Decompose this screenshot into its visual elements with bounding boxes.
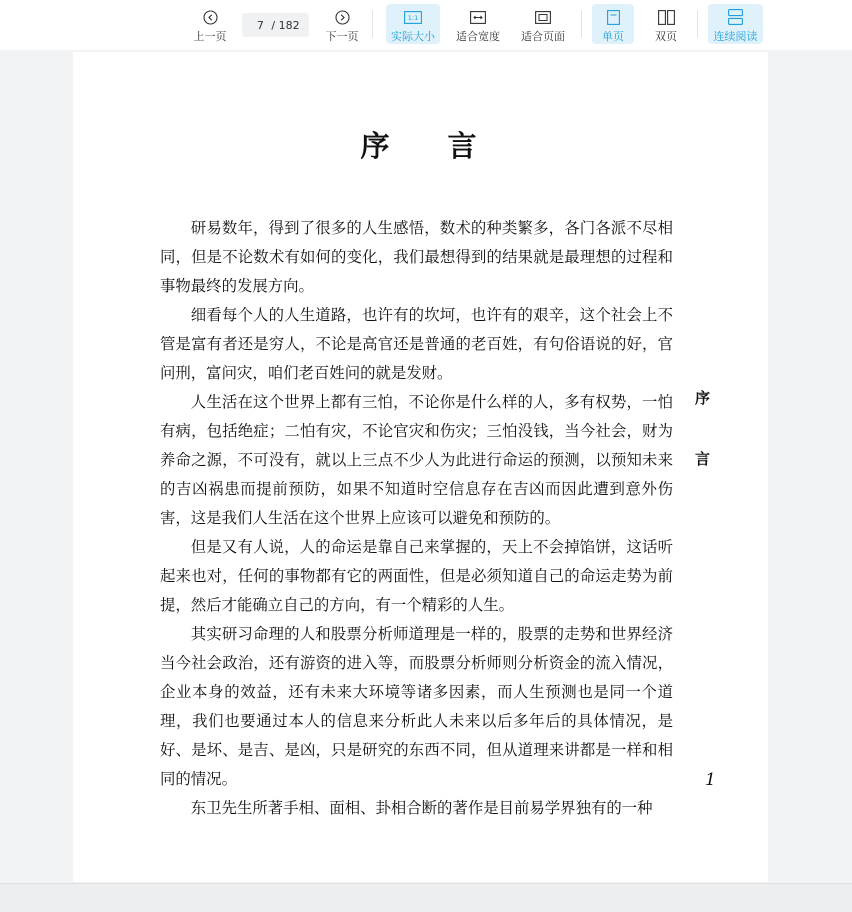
document-page <box>73 52 768 882</box>
actual-size-icon-text: 1:1 <box>407 13 419 22</box>
paragraph: 东卫先生所著手相、面相、卦相合断的著作是目前易学界独有的一种 <box>190 799 653 817</box>
fit-width-button[interactable] <box>451 4 505 44</box>
fit-width-icon <box>470 7 486 27</box>
toolbar-divider <box>372 10 373 38</box>
page-title: 序 言 <box>360 129 501 163</box>
next-page-label: 下一页 <box>325 30 359 43</box>
single-page-label: 单页 <box>602 30 624 43</box>
prev-page-label: 上一页 <box>193 30 227 43</box>
paragraph: 研易数年，得到了很多的人生感悟，数术的种类繁多，各门各派不尽相同，但是不论数术有如何的变化，我们最想得到的结果就是最理想的过程和事物最终的发展方向。 <box>160 219 673 295</box>
actual-size-icon <box>404 7 422 27</box>
toolbar-divider <box>697 10 698 38</box>
total-pages: / 182 <box>271 18 300 32</box>
double-page-label: 双页 <box>655 30 677 43</box>
paragraph: 其实研习命理的人和股票分析师道理是一样的，股票的走势和世界经济当今社会政治，还有游资的进入等，而股票分析师则分析资金的流入情况，企业本身的效益，还有未来大环境等诸多因素，而人生预测也是同一个道理，我们也要通过本人的信息来分析此人未来以后多年后的具体情况，是好、是坏、是吉、是凶，只是研究的东西不同，但从道理来讲都是一样和相同的情况。 <box>160 625 673 788</box>
fit-page-label: 适合页面 <box>521 30 565 43</box>
single-page-button[interactable] <box>592 4 634 44</box>
fit-width-label: 适合宽度 <box>456 30 500 43</box>
page-body <box>160 214 673 823</box>
toolbar-divider <box>581 10 582 38</box>
double-page-button[interactable] <box>645 4 687 44</box>
fit-page-button[interactable] <box>516 4 570 44</box>
continuous-reading-label: 连续阅读 <box>713 30 758 43</box>
continuous-reading-button[interactable] <box>708 4 763 44</box>
page-number: 1 <box>705 770 716 790</box>
fit-page-icon <box>535 7 551 27</box>
paragraph: 细看每个人的人生道路，也许有的坎坷，也许有的艰辛，这个社会上不管是富有者还是穷人，不论是高官还是普通的老百姓，有句俗语说的好，官问刑，富问灾，咱们老百姓问的就是发财。 <box>160 306 673 382</box>
continuous-reading-icon <box>728 7 743 27</box>
actual-size-label: 实际大小 <box>391 30 435 43</box>
page-indicator <box>242 13 309 37</box>
paragraph: 人生活在这个世界上都有三怕，不论你是什么样的人，多有权势，一怕有病，包括绝症；二怕有灾，不论官灾和伤灾；三怕没钱，当今社会，财为养命之源，不可没有，就以上三点不少人为此进行命运的预测，以预知未来的吉凶祸患而提前预防，如果不知道时空信息存在吉凶而因此遭到意外伤害，这是我们人生活在这个世界上应该可以避免和预防的。 <box>160 393 673 527</box>
prev-page-button[interactable] <box>190 4 230 44</box>
viewer-toolbar <box>0 0 852 50</box>
chevron-left-icon <box>203 7 218 27</box>
single-page-icon <box>607 7 620 27</box>
paragraph: 但是又有人说，人的命运是靠自己来掌握的，天上不会掉馅饼，这话听起来也对，任何的事物都有它的两面性，但是必须知道自己的命运走势为前提，然后才能确立自己的方向，有一个精彩的人生。 <box>160 538 673 614</box>
actual-size-button[interactable] <box>386 4 440 44</box>
double-page-icon <box>658 7 675 27</box>
chevron-right-icon <box>335 7 350 27</box>
side-header-char: 序 <box>695 389 711 407</box>
page-number-input[interactable] <box>251 19 269 32</box>
next-page-button[interactable] <box>322 4 362 44</box>
bottom-scroll-area[interactable] <box>0 883 852 912</box>
side-header-char: 言 <box>695 450 711 468</box>
